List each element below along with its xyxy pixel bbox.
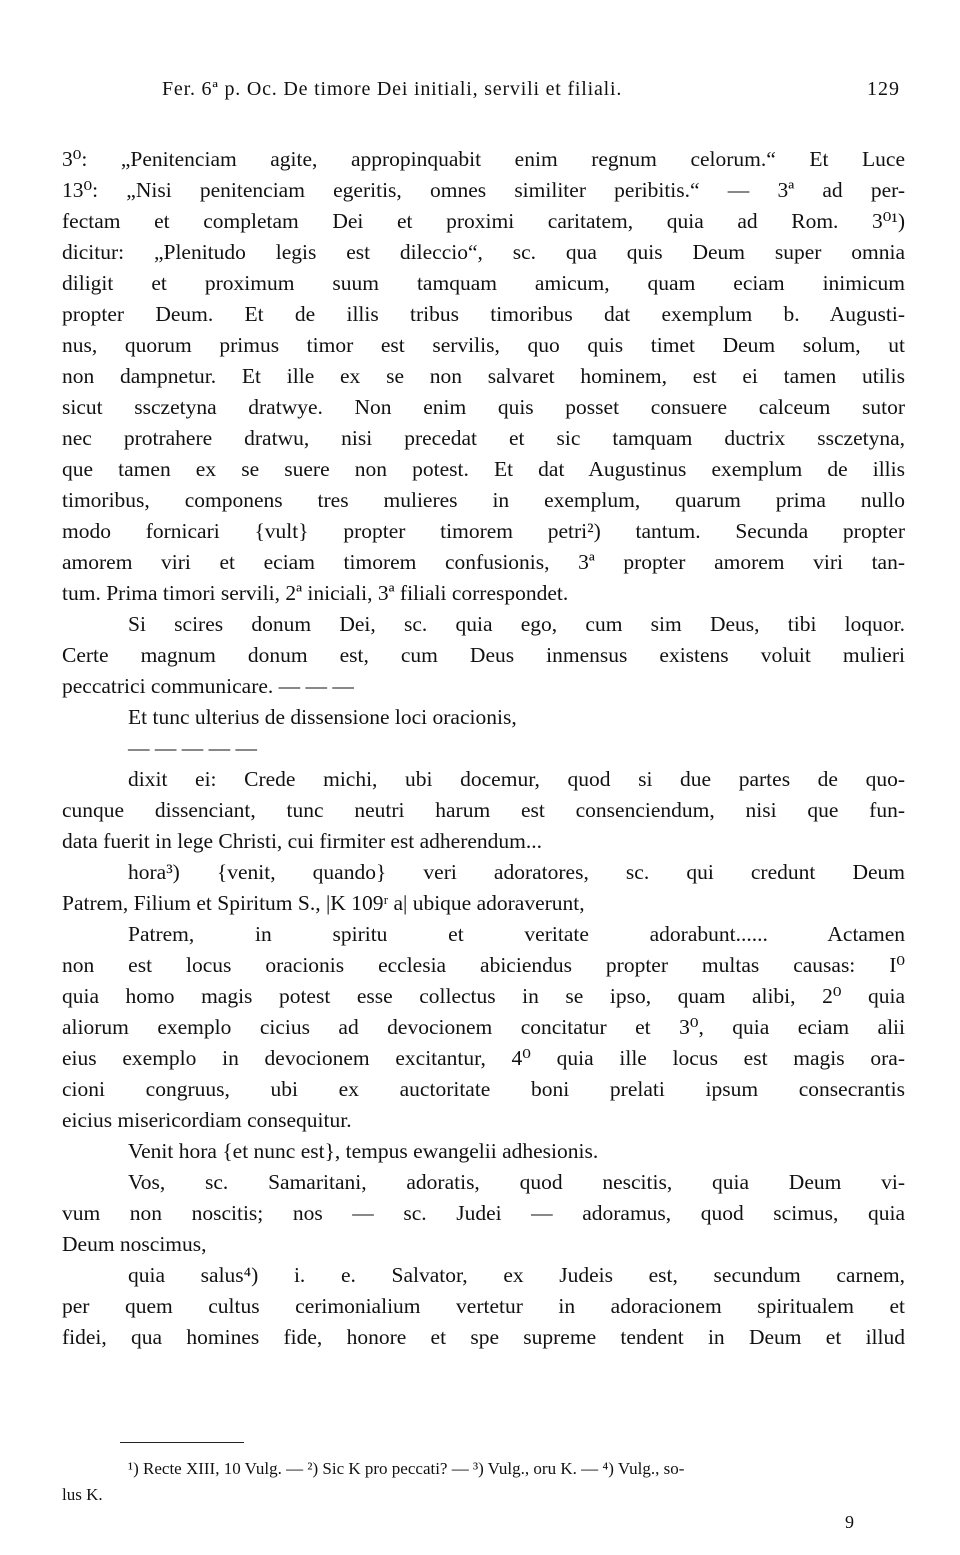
- page-header: [0, 78, 960, 108]
- text-line: Deum noscimus,: [62, 1232, 207, 1256]
- text-line: aliorum exemplo cicius ad devocionem concitatur et 3⁰, quia eciam alii: [62, 1015, 905, 1039]
- text-line: timoribus, componens tres mulieres in exemplum, quarum prima nullo: [62, 488, 905, 512]
- text-line: per quem cultus cerimonialium vertetur in adoracionem spiritualem et: [62, 1294, 905, 1318]
- text-line: vum non noscitis; nos — sc. Judei — adoramus, quod scimus, quia: [62, 1201, 905, 1225]
- text-line: cioni congruus, ubi ex auctoritate boni prelati ipsum consecrantis: [62, 1077, 905, 1101]
- text-line: nec protrahere dratwu, nisi precedat et sic tamquam ductrix ssczetyna,: [62, 426, 905, 450]
- text-line: Et tunc ulterius de dissensione loci oracionis,: [128, 705, 517, 729]
- text-line: Venit hora {et nunc est}, tempus ewangelii adhesionis.: [128, 1139, 599, 1163]
- text-line: propter Deum. Et de illis tribus timoribus dat exemplum b. Augusti-: [62, 302, 905, 326]
- text-line: dixit ei: Crede michi, ubi docemur, quod si due partes de quo-: [128, 767, 905, 791]
- text-line: dicitur: „Plenitudo legis est dileccio“, sc. qua quis Deum super omnia: [62, 240, 905, 264]
- dash-separator: — — — — —: [128, 736, 257, 760]
- body-text: [62, 144, 905, 1353]
- text-line: tum. Prima timori servili, 2ª iniciali, 3ª filiali correspondet.: [62, 581, 569, 605]
- text-line: 13⁰: „Nisi penitenciam egeritis, omnes similiter peribitis.“ — 3ª ad per-: [62, 178, 905, 202]
- running-title: Fer. 6ª p. Oc. De timore Dei initiali, servili et filiali.: [162, 78, 623, 100]
- text-line: quia homo magis potest esse collectus in se ipso, quam alibi, 2⁰ quia: [62, 984, 905, 1008]
- text-line: cunque dissenciant, tunc neutri harum est consenciendum, nisi que fun-: [62, 798, 905, 822]
- text-line: quia salus⁴) i. e. Salvator, ex Judeis est, secundum carnem,: [128, 1263, 905, 1287]
- text-line: Patrem, Filium et Spiritum S., |K 109ʳ a| ubique adoraverunt,: [62, 891, 585, 915]
- text-line: non dampnetur. Et ille ex se non salvaret hominem, est ei tamen utilis: [62, 364, 905, 388]
- text-line: data fuerit in lege Christi, cui firmiter est adherendum...: [62, 829, 543, 853]
- text-line: Vos, sc. Samaritani, adoratis, quod nescitis, quia Deum vi-: [128, 1170, 905, 1194]
- text-line: sicut ssczetyna dratwye. Non enim quis posset consuere calceum sutor: [62, 395, 905, 419]
- text-line: fidei, qua homines fide, honore et spe supreme tendent in Deum et illud: [62, 1325, 905, 1349]
- text-line: 3⁰: „Penitenciam agite, appropinquabit enim regnum celorum.“ Et Luce: [62, 147, 905, 171]
- text-line: amorem viri et eciam timorem confusionis, 3ª propter amorem viri tan-: [62, 550, 905, 574]
- text-line: que tamen ex se suere non potest. Et dat Augustinus exemplum de illis: [62, 457, 905, 481]
- text-line: eicius misericordiam consequitur.: [62, 1108, 352, 1132]
- footnote-rule: [120, 1442, 244, 1443]
- text-line: Si scires donum Dei, sc. quia ego, cum sim Deus, tibi loquor.: [128, 612, 905, 636]
- text-line: hora³) {venit, quando} veri adoratores, sc. qui credunt Deum: [128, 860, 905, 884]
- text-line: eius exemplo in devocionem excitantur, 4⁰ quia ille locus est magis ora-: [62, 1046, 905, 1070]
- text-line: non est locus oracionis ecclesia abiciendus propter multas causas: I⁰: [62, 953, 905, 977]
- footnote-line: lus K.: [62, 1485, 103, 1504]
- text-line: nus, quorum primus timor est servilis, quo quis timet Deum solum, ut: [62, 333, 905, 357]
- text-line: peccatrici communicare. — — —: [62, 674, 354, 698]
- text-line: fectam et completam Dei et proximi caritatem, quia ad Rom. 3⁰¹): [62, 209, 905, 233]
- text-line: Patrem, in spiritu et veritate adorabunt...... Actamen: [128, 922, 905, 946]
- footnotes: [62, 1456, 905, 1508]
- footnote-line: ¹) Recte XIII, 10 Vulg. — ²) Sic K pro peccati? — ³) Vulg., oru K. — ⁴) Vulg., so-: [128, 1459, 685, 1478]
- text-line: modo fornicari {vult} propter timorem petri²) tantum. Secunda propter: [62, 519, 905, 543]
- signature-mark: 9: [845, 1512, 854, 1532]
- page-number: 129: [867, 78, 900, 100]
- text-line: Certe magnum donum est, cum Deus inmensus existens voluit mulieri: [62, 643, 905, 667]
- text-line: diligit et proximum suum tamquam amicum, quam eciam inimicum: [62, 271, 905, 295]
